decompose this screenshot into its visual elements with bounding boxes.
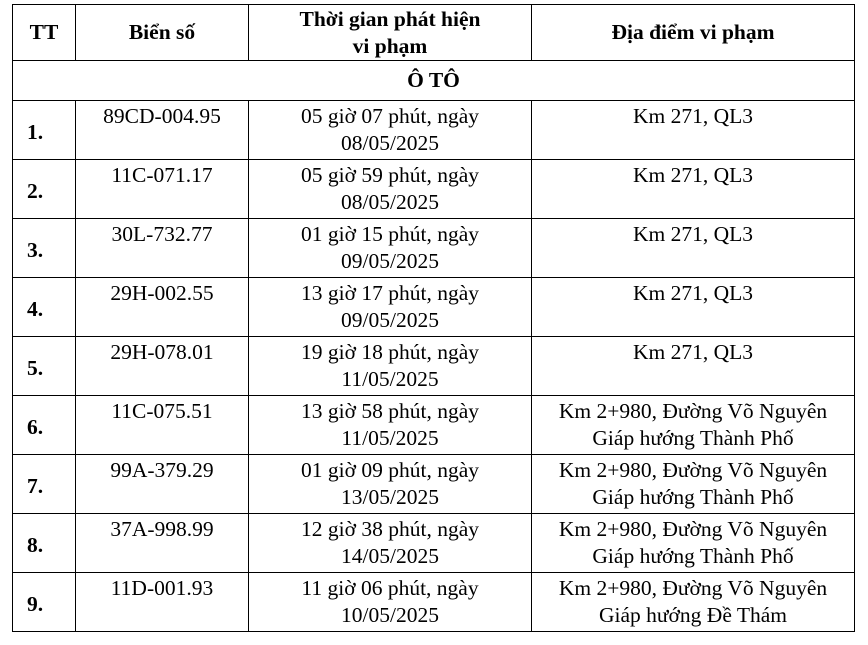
header-place: Địa điểm vi phạm	[532, 5, 855, 61]
violation-place-line2: Giáp hướng Thành Phố	[592, 544, 794, 568]
violation-date: 09/05/2025	[341, 249, 439, 273]
violation-place	[532, 396, 855, 455]
table-row	[13, 101, 855, 160]
violation-time	[249, 337, 532, 396]
violation-place-line1: Km 271, QL3	[632, 222, 754, 246]
license-plate: 11C-075.51	[76, 396, 249, 455]
violation-date: 11/05/2025	[341, 426, 439, 450]
row-number: 5.	[13, 337, 76, 396]
violation-time	[249, 573, 532, 632]
violation-time	[249, 278, 532, 337]
violation-place-line1: Km 2+980, Đường Võ Nguyên	[558, 399, 828, 423]
violation-date: 08/05/2025	[341, 131, 439, 155]
violation-date: 13/05/2025	[341, 485, 439, 509]
table-row	[13, 396, 855, 455]
violation-place-line2: Giáp hướng Thành Phố	[592, 485, 794, 509]
violation-date: 11/05/2025	[341, 367, 439, 391]
header-time-line1: Thời gian phát hiện	[299, 6, 481, 31]
violation-place	[532, 160, 855, 219]
violation-place-line1: Km 271, QL3	[632, 163, 754, 187]
violation-place-line1: Km 271, QL3	[632, 281, 754, 305]
license-plate: 37A-998.99	[76, 514, 249, 573]
violation-time	[249, 219, 532, 278]
violation-time-line1: 01 giờ 09 phút, ngày	[301, 458, 479, 482]
violation-place	[532, 278, 855, 337]
violation-place-line2: Giáp hướng Thành Phố	[592, 426, 794, 450]
violation-time	[249, 160, 532, 219]
violation-time-line1: 13 giờ 17 phút, ngày	[301, 281, 479, 305]
violation-place	[532, 219, 855, 278]
section-title: Ô TÔ	[13, 61, 855, 101]
violation-time-line1: 05 giờ 59 phút, ngày	[301, 163, 479, 187]
table-row	[13, 219, 855, 278]
row-number: 3.	[13, 219, 76, 278]
license-plate: 29H-078.01	[76, 337, 249, 396]
violation-date: 08/05/2025	[341, 190, 439, 214]
violation-time-line1: 11 giờ 06 phút, ngày	[301, 576, 479, 600]
row-number: 6.	[13, 396, 76, 455]
violation-place	[532, 337, 855, 396]
license-plate: 30L-732.77	[76, 219, 249, 278]
table-row	[13, 278, 855, 337]
row-number: 7.	[13, 455, 76, 514]
violation-place-line1: Km 2+980, Đường Võ Nguyên	[558, 458, 828, 482]
violation-place-line1: Km 2+980, Đường Võ Nguyên	[558, 576, 828, 600]
violation-place-line2: Giáp hướng Đề Thám	[598, 603, 788, 627]
violation-place-line1: Km 271, QL3	[632, 104, 754, 128]
row-number: 4.	[13, 278, 76, 337]
table-row	[13, 160, 855, 219]
table-row	[13, 455, 855, 514]
license-plate: 99A-379.29	[76, 455, 249, 514]
violation-place	[532, 573, 855, 632]
violation-place	[532, 514, 855, 573]
violation-time	[249, 455, 532, 514]
row-number: 1.	[13, 101, 76, 160]
violation-time	[249, 396, 532, 455]
row-number: 9.	[13, 573, 76, 632]
violation-time-line1: 13 giờ 58 phút, ngày	[301, 399, 479, 423]
violation-time-line1: 05 giờ 07 phút, ngày	[301, 104, 479, 128]
row-number: 2.	[13, 160, 76, 219]
violation-place-line1: Km 2+980, Đường Võ Nguyên	[558, 517, 828, 541]
header-plate: Biển số	[76, 5, 249, 61]
violation-time	[249, 101, 532, 160]
violation-time-line1: 01 giờ 15 phút, ngày	[301, 222, 479, 246]
violation-place-line1: Km 271, QL3	[632, 340, 754, 364]
section-row	[13, 61, 855, 101]
header-tt: TT	[13, 5, 76, 61]
table-row	[13, 337, 855, 396]
table-row	[13, 573, 855, 632]
header-time	[249, 5, 532, 61]
license-plate: 89CD-004.95	[76, 101, 249, 160]
license-plate: 11D-001.93	[76, 573, 249, 632]
violation-date: 10/05/2025	[341, 603, 439, 627]
violation-time	[249, 514, 532, 573]
violations-table	[12, 4, 855, 632]
header-time-line2: vi phạm	[352, 33, 428, 58]
license-plate: 11C-071.17	[76, 160, 249, 219]
violation-time-line1: 19 giờ 18 phút, ngày	[301, 340, 479, 364]
violation-place	[532, 101, 855, 160]
violation-time-line1: 12 giờ 38 phút, ngày	[301, 517, 479, 541]
license-plate: 29H-002.55	[76, 278, 249, 337]
violation-place	[532, 455, 855, 514]
violation-date: 14/05/2025	[341, 544, 439, 568]
row-number: 8.	[13, 514, 76, 573]
header-row	[13, 5, 855, 61]
table-row	[13, 514, 855, 573]
violation-date: 09/05/2025	[341, 308, 439, 332]
